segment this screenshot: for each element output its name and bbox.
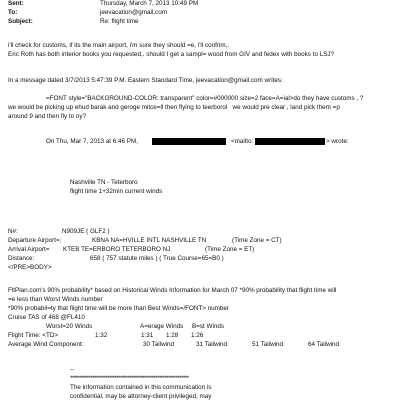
redaction-bar <box>152 138 226 145</box>
subject-value: Re: flight time <box>100 18 139 25</box>
sent-label: Sent: <box>8 0 24 7</box>
sent-value: Thursday, March 7, 2013 10:49 PM <box>100 0 199 7</box>
redaction-bar <box>255 138 325 145</box>
signature-dash: -- <box>70 366 75 373</box>
quote2-intro-suffix: > wrote: <box>326 138 349 145</box>
distance-label: Distance: <box>8 255 35 262</box>
quote1-line-3: around 9 and then fly to ny? <box>8 113 87 120</box>
arrival-timezone: (Time Zone = ET) <box>205 246 255 253</box>
reply-line-1: i'll check for customs, if its the main airport, i'm sure they should =e, i'll confrim,. <box>8 42 230 49</box>
flight-time-value: 1:32 <box>95 332 108 339</box>
forecast-line-1: FltPlan.com's 90% probability* based on Historical Winds Information for March 07 *90% probability that flight time will <box>8 287 337 294</box>
flight-time-value: 1:26 <box>191 332 204 339</box>
route-line-1: Nashville TN - Teterboro <box>70 179 138 186</box>
arrival-label: Arrival Airport= <box>8 246 50 253</box>
column-best-winds: B=st Winds <box>192 323 225 330</box>
quote2-intro-mid: <mailto: <box>231 138 254 145</box>
subject-label: Subject: <box>8 18 33 25</box>
column-average-winds: A=erage Winds <box>140 323 184 330</box>
flight-time-label: Flight Time: <TD> <box>8 332 59 339</box>
arrival-value: KTEB TE=ERBORO TETERBORO NJ <box>63 246 171 253</box>
quote2-intro-prefix: On Thu, Mar 7, 2013 at 6:46 PM, <box>46 138 138 145</box>
quote1-intro: In a message dated 3/7/2013 5:47:39 P.M. Eastern Standard Time, jeevacation@gmail.com writes: <box>8 77 283 84</box>
pre-end-tag: </PRE>BODY> <box>8 264 52 271</box>
wind-component-value: 64 Tailwind <box>308 341 340 348</box>
quote1-line-2: we would be picking up ehud barak and geroge mitce=ll then flying to teerborol we would pre clear , land pick them =p <box>8 104 340 111</box>
flight-time-value: 1:31 <box>141 332 154 339</box>
distance-value: 658 ( 757 statute miles ) ( True Course=65=B0 ) <box>90 255 224 262</box>
wind-component-label: Average Wind Component: <box>8 341 84 348</box>
to-label: To: <box>8 9 18 16</box>
wind-component-value: 30 Tailwind <box>143 341 175 348</box>
forecast-line-2: =e less than Worst Winds number <box>8 296 103 303</box>
stars-divider: **************************************************************** <box>70 375 189 382</box>
forecast-line-4: Cruise TAS of 468 @FL410 <box>8 314 85 321</box>
quote1-line-1: =FONT style="BACKGROUND-COLOR: transparent" color=#000000 size=2 face=A=ial>do they have customs , ? <box>46 95 364 102</box>
disclaimer-line-2: confidential, may be attorney-client privileged, may <box>70 393 212 400</box>
flight-time-value: 1:28 <box>166 332 179 339</box>
tail-number-label: N#: <box>8 228 18 235</box>
disclaimer-line-1: The information contained in this communication is <box>70 384 212 391</box>
wind-component-value: 31 Tailwind <box>196 341 228 348</box>
tail-number-value: N909JE ( GLF2 ) <box>62 228 110 235</box>
forecast-line-3: *90% probabil=ty that flight time will be more than Best Winds=/FONT> number <box>8 305 230 312</box>
column-worst-winds: Worst=20 Winds <box>46 323 93 330</box>
departure-label: Departure Airport=; <box>8 237 62 244</box>
reply-line-2: Eric Roth has both interior books you requested,. should I get a sampl= wood from GIV and fedex with books to LSJ? <box>8 51 335 58</box>
departure-timezone: (Time Zone = CT) <box>232 237 282 244</box>
route-line-2: flight time 1+32min current winds <box>70 188 163 195</box>
to-value: jeevacation@gmail.com <box>100 9 167 16</box>
wind-component-value: 51 Tailwind <box>252 341 284 348</box>
departure-value: KBNA NA=HVILLE INTL NASHVILLE TN <box>92 237 207 244</box>
